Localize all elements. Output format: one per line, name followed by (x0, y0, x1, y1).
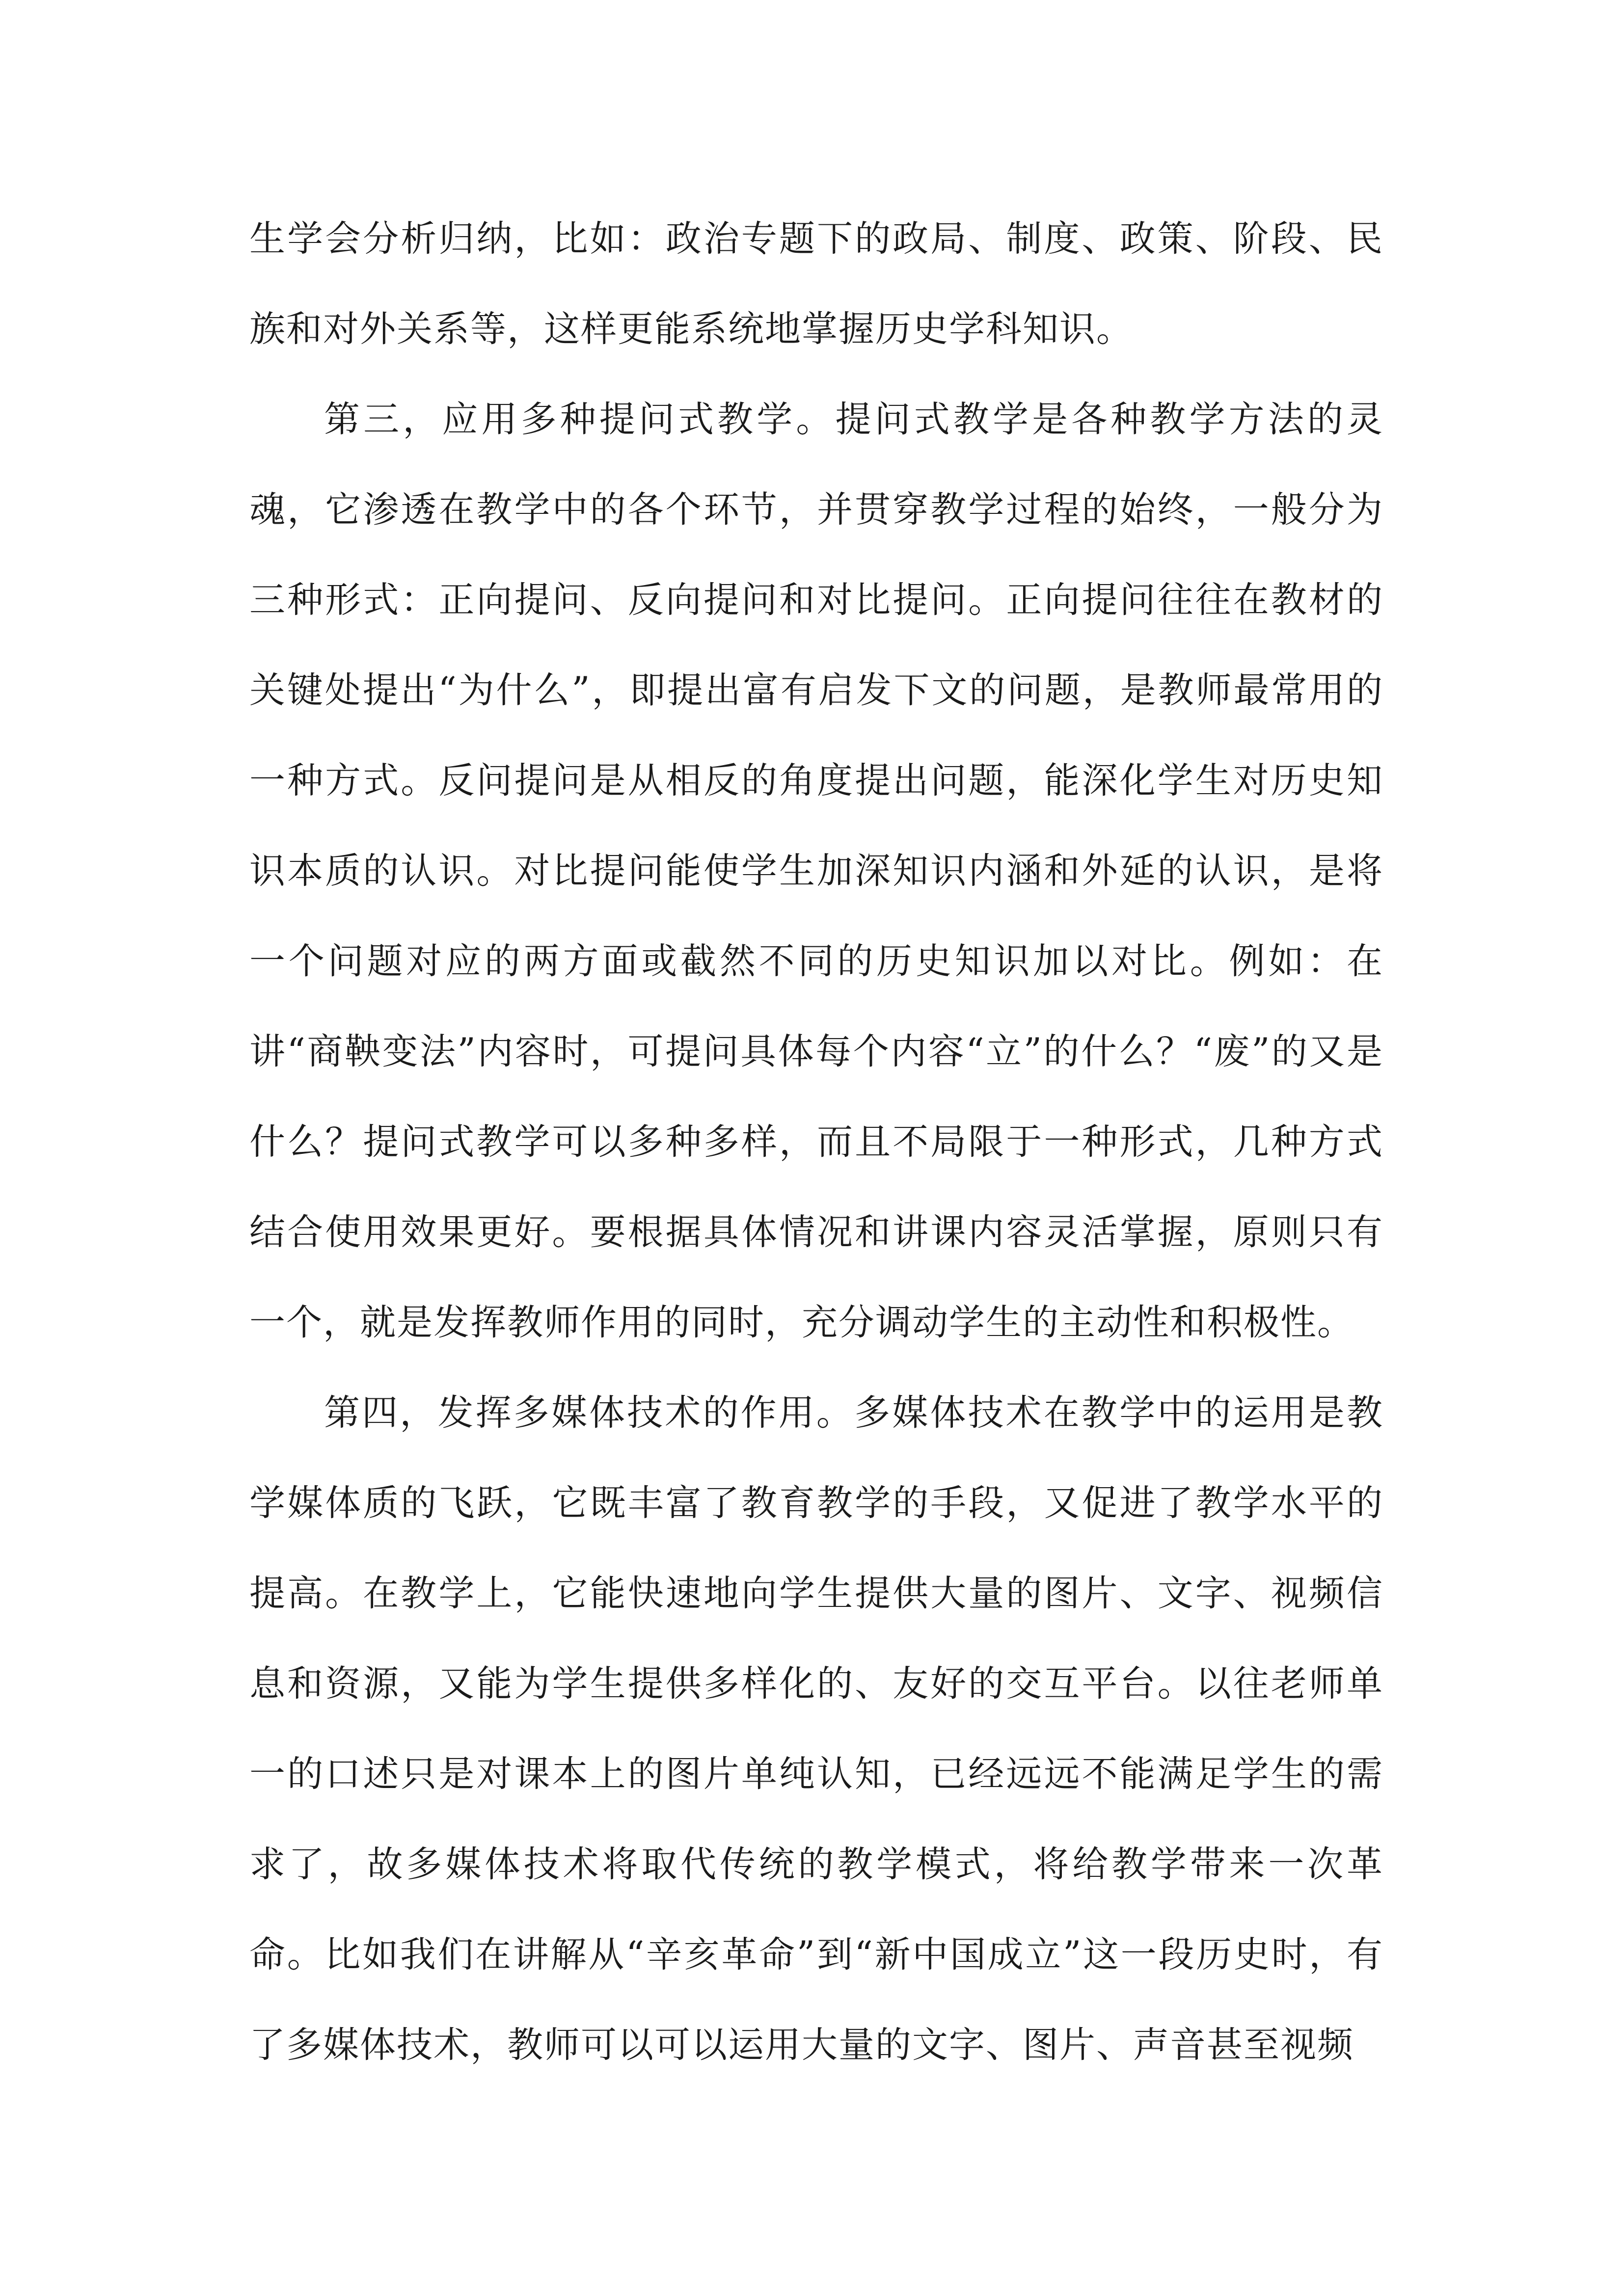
paragraph-continuation: 生学会分析归纳，比如：政治专题下的政局、制度、政策、阶段、民族和对外关系等，这样更能系统地掌握历史学科知识。 (249, 218, 1383, 350)
paragraph-fourth-point: 第四，发挥多媒体技术的作用。多媒体技术在教学中的运用是教学媒体质的飞跃，它既丰富了教育教学的手段，又促进了教学水平的提高。在教学上，它能快速地向学生提供大量的图片、文字、视频信息和资源，又能为学生提供多样化的、友好的交互平台。以往老师单一的口述只是对课本上的图片单纯认知，已经远远不能满足学生的需求了，故多媒体技术将取代传统的教学模式，将给教学带来一次革命。比如我们在讲解从“辛亥革命”到“新中国成立”这一段历史时，有了多媒体技术，教师可以可以运用大量的文字、图片、声音甚至视频 (249, 1392, 1383, 2066)
body-text (249, 194, 1383, 2090)
paragraph-third-point: 第三，应用多种提问式教学。提问式教学是各种教学方法的灵魂，它渗透在教学中的各个环节，并贯穿教学过程的始终，一般分为三种形式：正向提问、反向提问和对比提问。正向提问往往在教材的关键处提出“为什么”，即提出富有启发下文的问题，是教师最常用的一种方式。反问提问是从相反的角度提出问题，能深化学生对历史知识本质的认识。对比提问能使学生加深知识内涵和外延的认识，是将一个问题对应的两方面或截然不同的历史知识加以对比。例如：在讲“商鞅变法”内容时，可提问具体每个内容“立”的什么？“废”的又是什么？提问式教学可以多种多样，而且不局限于一种形式，几种方式结合使用效果更好。要根据具体情况和讲课内容灵活掌握，原则只有一个，就是发挥教师作用的同时，充分调动学生的主动性和积极性。 (249, 399, 1383, 1343)
